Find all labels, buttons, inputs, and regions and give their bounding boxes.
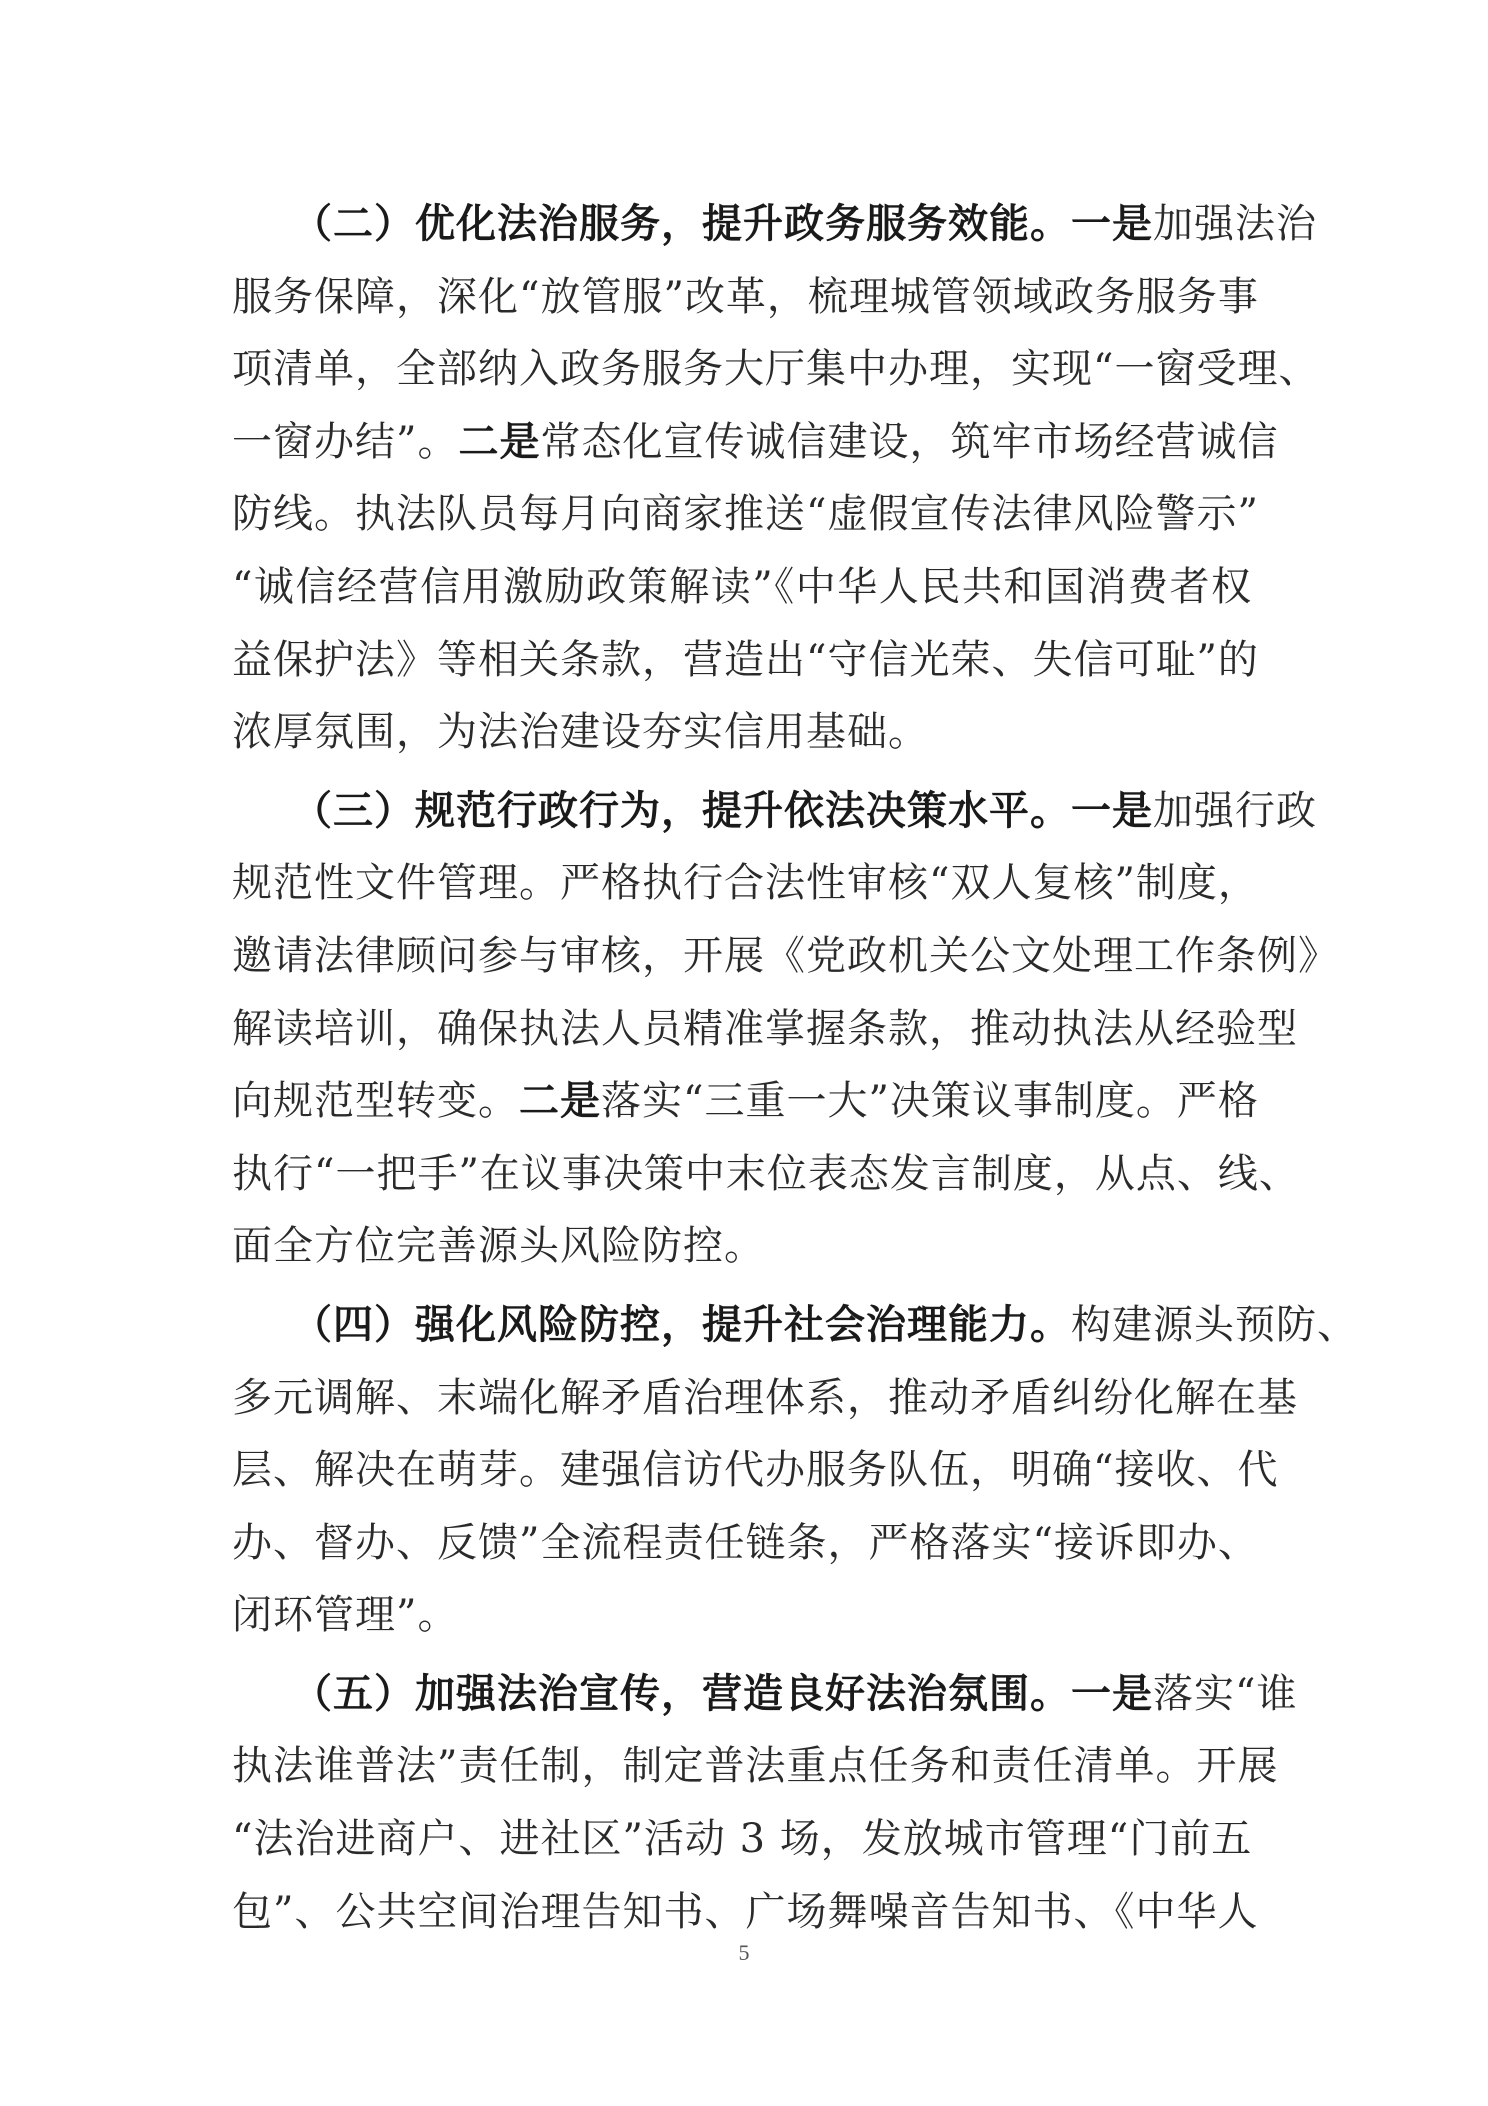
- text-run: “法治进商户、进社区”活动 3 场，发放城市管理“门前五: [232, 1816, 1253, 1863]
- text-line: [232, 847, 1259, 920]
- text-line: [232, 1138, 1300, 1211]
- text-line: [232, 1579, 1252, 1652]
- text-line: [232, 1065, 1259, 1138]
- text-run: 加强法治: [1153, 201, 1317, 247]
- text-run: 多元调解、末端化解矛盾治理体系，推动矛盾纠纷化解在基: [232, 1374, 1298, 1421]
- text-line: [232, 1803, 1252, 1876]
- bold-run: （五）加强法治宣传，营造良好法治氛围。一是: [292, 1669, 1153, 1717]
- bold-run: （三）规范行政行为，提升依法决策水平。一是: [292, 786, 1153, 834]
- paragraph-section-2: [232, 775, 1339, 1283]
- page-number: 5: [738, 1940, 750, 1965]
- paragraph-section-1: [232, 188, 1320, 769]
- text-run: 益保护法》等相关条款，营造出“守信光荣、失信可耻”的: [232, 636, 1259, 683]
- text-run: 服务保障，深化“放管服”改革，梳理城管领域政务服务事: [232, 273, 1259, 320]
- bold-run: 二是: [458, 417, 541, 465]
- text-run: 构建源头预防、: [1071, 1301, 1358, 1348]
- text-line: [232, 406, 1279, 479]
- document-body: [232, 188, 1358, 1954]
- text-run: 闭环管理”。: [232, 1592, 459, 1639]
- bold-run: （四）强化风险防控，提升社会治理能力。: [292, 1300, 1071, 1348]
- text-line: [232, 1507, 1259, 1580]
- text-line: [232, 1730, 1279, 1803]
- text-run: “诚信经营信用激励政策解读”《中华人民共和国消费者权: [232, 563, 1252, 610]
- text-line: [232, 551, 1252, 624]
- text-run: 落实“谁: [1153, 1670, 1298, 1717]
- text-run: 浓厚氛围，为法治建设夯实信用基础。: [232, 709, 929, 756]
- text-line: [232, 188, 1317, 261]
- text-run: 解读培训，确保执法人员精准掌握条款，推动执法从经验型: [232, 1005, 1298, 1052]
- text-line: [232, 261, 1259, 334]
- text-run: 一窗办结”。: [232, 418, 459, 465]
- text-line: [232, 1362, 1298, 1435]
- text-run: 向规范型转变。: [232, 1078, 519, 1125]
- text-run: 包”、公共空间治理告知书、广场舞噪音告知书、《中华人: [232, 1888, 1259, 1935]
- text-run: 落实“三重一大”决策议事制度。严格: [601, 1078, 1259, 1125]
- text-run: 防线。执法队员每月向商家推送“虚假宣传法律风险警示”: [232, 491, 1259, 538]
- text-run: 加强行政: [1153, 787, 1317, 834]
- text-line: [232, 1876, 1259, 1949]
- text-run: 层、解决在萌芽。建强信访代办服务队伍，明确“接收、代: [232, 1447, 1279, 1494]
- text-line: [232, 993, 1298, 1066]
- paragraph-section-4: [232, 1658, 1298, 1948]
- text-line: [232, 333, 1320, 406]
- text-line: [232, 775, 1317, 848]
- text-line: [232, 1289, 1358, 1362]
- text-run: 规范性文件管理。严格执行合法性审核“双人复核”制度，: [232, 860, 1259, 907]
- text-run: 执法谁普法”责任制，制定普法重点任务和责任清单。开展: [232, 1743, 1279, 1790]
- paragraph-section-3: [232, 1289, 1358, 1652]
- text-run: 邀请法律顾问参与审核，开展《党政机关公文处理工作条例》: [232, 932, 1339, 979]
- text-line: [232, 1434, 1279, 1507]
- text-line: [232, 1210, 1252, 1283]
- text-line: [232, 696, 1252, 769]
- bold-run: （二）优化法治服务，提升政务服务效能。一是: [292, 200, 1153, 247]
- text-run: 项清单，全部纳入政务服务大厅集中办理，实现“一窗受理、: [232, 346, 1320, 393]
- text-run: 办、督办、反馈”全流程责任链条，严格落实“接诉即办、: [232, 1519, 1259, 1566]
- text-run: 面全方位完善源头风险防控。: [232, 1223, 765, 1270]
- text-line: [232, 478, 1259, 551]
- text-line: [232, 1658, 1298, 1731]
- text-run: 执行“一把手”在议事决策中末位表态发言制度，从点、线、: [232, 1150, 1300, 1197]
- text-line: [232, 920, 1339, 993]
- text-run: 常态化宣传诚信建设，筑牢市场经营诚信: [540, 418, 1279, 465]
- bold-run: 二是: [519, 1077, 601, 1125]
- text-line: [232, 624, 1259, 697]
